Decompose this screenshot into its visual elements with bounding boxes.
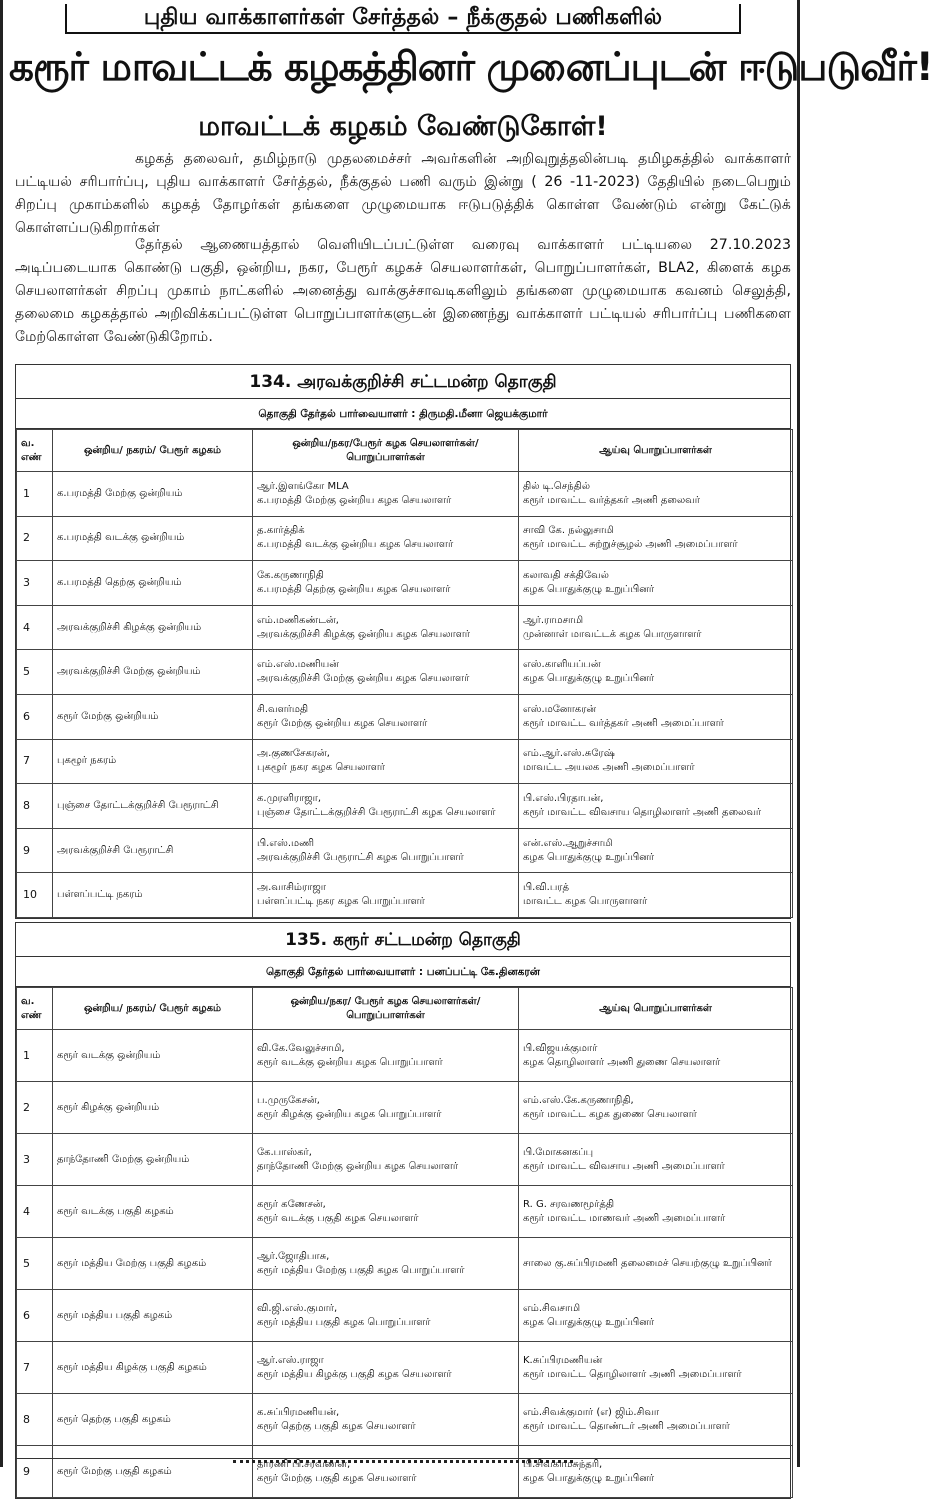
reviewer-cell xyxy=(519,873,793,918)
unit-name: க.பரமத்தி வடக்கு ஒன்றியம் xyxy=(53,516,253,561)
secretary-role: அரவக்குறிச்சி கிழக்கு ஒன்றிய கழக செயலாளர் xyxy=(257,628,470,640)
unit-name: கரூர் மேற்கு பகுதி கழகம் xyxy=(53,1446,253,1498)
secretary-role: கரூர் கிழக்கு ஒன்றிய கழக பொறுப்பாளர் xyxy=(257,1108,442,1120)
secretary-cell xyxy=(253,784,519,829)
reviewer-cell xyxy=(519,1446,793,1498)
secretary-name: எம்.எஸ்.மணியன் xyxy=(257,659,339,671)
reviewer-name: சாலை கு.சுப்பிரமணி தலைமைச் செயற்குழு உறுப்பினர் xyxy=(523,1257,772,1269)
reviewer-name: K.சுப்பிரமணியன் xyxy=(523,1354,603,1366)
secretary-name: கே.கருணாநிதி xyxy=(257,569,324,581)
unit-name: கரூர் கிழக்கு ஒன்றியம் xyxy=(53,1082,253,1134)
reviewer-role: கழக பொதுக்குழு உறுப்பினர் xyxy=(523,1472,655,1484)
unit-name: கரூர் வடக்கு ஒன்றியம் xyxy=(53,1030,253,1082)
reviewer-cell xyxy=(519,1134,793,1186)
reviewer-name: எஸ்.மனோகரன் xyxy=(523,703,597,715)
row-number: 4 xyxy=(17,605,53,650)
col-header-reviewer: ஆய்வு பொறுப்பாளர்கள் xyxy=(519,430,793,472)
secretary-role: கரூர் வடக்கு ஒன்றிய கழக பொறுப்பாளர் xyxy=(257,1056,443,1068)
table-row xyxy=(17,605,793,650)
unit-name: க.பரமத்தி மேற்கு ஒன்றியம் xyxy=(53,472,253,517)
row-number: 7 xyxy=(17,739,53,784)
unit-name: கரூர் வடக்கு பகுதி கழகம் xyxy=(53,1186,253,1238)
reviewer-cell xyxy=(519,1394,793,1446)
secretary-cell xyxy=(253,1446,519,1498)
table-row xyxy=(17,1186,793,1238)
table-row xyxy=(17,873,793,918)
table-body xyxy=(17,472,793,918)
reviewer-cell xyxy=(519,694,793,739)
section-title: 135. கரூர் சட்டமன்ற தொகுதி xyxy=(16,923,790,957)
unit-name: கரூர் தெற்கு பகுதி கழகம் xyxy=(53,1394,253,1446)
reviewer-name: பி.வி.பரத் xyxy=(523,882,569,894)
col-header-sno: வ. எண் xyxy=(17,430,53,472)
secretary-name: ஆர்.எஸ்.ராஜா xyxy=(257,1354,324,1366)
col-header-secretary: ஒன்றிய/நகர/ பேரூர் கழக செயலாளர்கள்/ பொறுப்பாளர்கள் xyxy=(253,988,519,1030)
secretary-cell xyxy=(253,1394,519,1446)
reviewer-name: எம்.ஆர்.எஸ்.சுரேஷ் xyxy=(523,748,615,760)
row-number: 5 xyxy=(17,650,53,695)
reviewer-name: பி.சிவகாமசுந்தரி, xyxy=(523,1458,603,1470)
reviewer-cell xyxy=(519,1238,793,1290)
secretary-cell xyxy=(253,1030,519,1082)
reviewer-cell xyxy=(519,1342,793,1394)
row-number: 2 xyxy=(17,516,53,561)
secretary-name: க.முரளிராஜா, xyxy=(257,792,322,804)
reviewer-cell xyxy=(519,1290,793,1342)
secretary-cell xyxy=(253,873,519,918)
intro-paragraph-1: கழகத் தலைவர், தமிழ்நாடு முதலமைச்சர் அவர்களின் அறிவுறுத்தலின்படி தமிழகத்தில் வாக்காளர் பட்டியல் சரிபார்ப்பு, புதிய வாக்காளர் சேர்த்தல், நீக்குதல் பணி வரும் இன்று ( 26 -11-2023) தேதியில் நடைபெறும் சிறப்பு முகாம்களில் கழகத் தோழர்கள் தங்களை முழுமையாக ஈடுபடுத்திக் கொள்ள வேண்டும் என்று கேட்டுக் கொள்ளப்படுகிறார்கள் xyxy=(15,151,791,236)
reviewer-role: முன்னாள் மாவட்டக் கழக பொருளாளர் xyxy=(523,628,702,640)
secretary-name: எம்.மணிகண்டன், xyxy=(257,614,339,626)
unit-name: அரவக்குறிச்சி பேரூராட்சி xyxy=(53,828,253,873)
reviewer-cell xyxy=(519,516,793,561)
reviewer-cell xyxy=(519,1030,793,1082)
row-number: 4 xyxy=(17,1186,53,1238)
reviewer-name: எம்.எஸ்.கே.கருணாநிதி, xyxy=(523,1094,634,1106)
reviewer-role: கழக பொதுக்குழு உறுப்பினர் xyxy=(523,1316,655,1328)
reviewer-cell xyxy=(519,739,793,784)
reviewer-cell xyxy=(519,1082,793,1134)
reviewer-name: என்.எஸ்.ஆறுச்சாமி xyxy=(523,837,613,849)
reviewer-cell xyxy=(519,605,793,650)
secretary-cell xyxy=(253,650,519,695)
table-row xyxy=(17,650,793,695)
unit-name: கரூர் மத்திய கிழக்கு பகுதி கழகம் xyxy=(53,1342,253,1394)
reviewer-cell xyxy=(519,1186,793,1238)
section-title: 134. அரவக்குறிச்சி சட்டமன்ற தொகுதி xyxy=(16,365,790,399)
col-header-unit: ஒன்றிய/ நகரம்/ பேரூர் கழகம் xyxy=(53,430,253,472)
row-number: 7 xyxy=(17,1342,53,1394)
secretary-role: கரூர் வடக்கு பகுதி கழக செயலாளர் xyxy=(257,1212,419,1224)
secretary-role: க.பரமத்தி மேற்கு ஒன்றிய கழக செயலாளர் xyxy=(257,494,452,506)
table-row xyxy=(17,739,793,784)
secretary-name: அ.குணசேகரன், xyxy=(257,748,330,760)
row-number: 6 xyxy=(17,694,53,739)
row-number: 8 xyxy=(17,784,53,829)
row-number: 2 xyxy=(17,1082,53,1134)
table-row xyxy=(17,561,793,606)
table-row xyxy=(17,1342,793,1394)
secretary-role: அரவக்குறிச்சி மேற்கு ஒன்றிய கழக செயலாளர் xyxy=(257,673,470,685)
secretary-cell xyxy=(253,516,519,561)
secretary-cell xyxy=(253,605,519,650)
unit-name: கரூர் மத்திய பகுதி கழகம் xyxy=(53,1290,253,1342)
secretary-role: கரூர் மேற்கு ஒன்றிய கழக செயலாளர் xyxy=(257,717,428,729)
unit-name: பள்ளப்பட்டி நகரம் xyxy=(53,873,253,918)
reviewer-role: கரூர் மாவட்ட விவசாய தொழிலாளர் அணி தலைவர் xyxy=(523,806,762,818)
secretary-role: அரவக்குறிச்சி பேரூராட்சி கழக பொறுப்பாளர் xyxy=(257,851,464,863)
secretary-role: கரூர் மேற்கு பகுதி கழக செயலாளர் xyxy=(257,1472,417,1484)
secretary-name: த.கார்த்திக் xyxy=(257,525,305,537)
reviewer-role: கழக பொதுக்குழு உறுப்பினர் xyxy=(523,583,655,595)
secretary-role: க.பரமத்தி தெற்கு ஒன்றிய கழக செயலாளர் xyxy=(257,583,451,595)
row-number: 3 xyxy=(17,561,53,606)
row-number: 6 xyxy=(17,1290,53,1342)
secretary-role: கரூர் தெற்கு பகுதி கழக செயலாளர் xyxy=(257,1420,416,1432)
observer-line: தொகுதி தேர்தல் பார்வையாளர் : பனப்பட்டி கே.தினகரன் xyxy=(16,957,790,987)
unit-name: புகழூர் நகரம் xyxy=(53,739,253,784)
secretary-name: சி.வளர்மதி xyxy=(257,703,309,715)
unit-name: புஞ்சை தோட்டக்குறிச்சி பேரூராட்சி xyxy=(53,784,253,829)
table-row xyxy=(17,1030,793,1082)
col-header-reviewer: ஆய்வு பொறுப்பாளர்கள் xyxy=(519,988,793,1030)
secretary-role: பள்ளப்பட்டி நகர கழக பொறுப்பாளர் xyxy=(257,896,425,908)
unit-name: கரூர் மத்திய மேற்கு பகுதி கழகம் xyxy=(53,1238,253,1290)
reviewer-role: கரூர் மாவட்ட விவசாய அணி அமைப்பாளர் xyxy=(523,1160,725,1172)
col-header-sno: வ. எண் xyxy=(17,988,53,1030)
table-row xyxy=(17,828,793,873)
reviewer-name: எம்.சிவசாமி xyxy=(523,1302,581,1314)
table-row xyxy=(17,1446,793,1498)
secretary-name: ப.முருகேசன், xyxy=(257,1094,320,1106)
col-header-secretary: ஒன்றிய/நகர/பேரூர் கழக செயலாளர்கள்/ பொறுப்பாளர்கள் xyxy=(253,430,519,472)
reviewer-name: எம்.சிவக்குமார் (எ) ஜிம்.சிவா xyxy=(523,1406,660,1418)
secretary-cell xyxy=(253,1082,519,1134)
table-row xyxy=(17,784,793,829)
reviewer-cell xyxy=(519,650,793,695)
reviewer-name: தில் டி.செந்தில் xyxy=(523,480,591,492)
reviewer-cell xyxy=(519,561,793,606)
reviewer-role: கரூர் மாவட்ட சுற்றுச்சூழல் அணி அமைப்பாளர் xyxy=(523,539,738,551)
constituency-134-section xyxy=(15,364,791,919)
row-number: 8 xyxy=(17,1394,53,1446)
reviewer-name: சாவி கே. நல்லுசாமி xyxy=(523,525,614,537)
reviewer-name: ஆர்.ராமசாமி xyxy=(523,614,584,626)
responsibility-table xyxy=(16,429,793,918)
secretary-cell xyxy=(253,1342,519,1394)
secretary-cell xyxy=(253,739,519,784)
secretary-name: ஆர்.இளங்கோ MLA xyxy=(257,480,349,492)
reviewer-role: கரூர் மாவட்ட வர்த்தகர் அணி தலைவர் xyxy=(523,494,700,506)
secretary-role: புகழூர் நகர கழக செயலாளர் xyxy=(257,762,386,774)
reviewer-role: கழக பொதுக்குழு உறுப்பினர் xyxy=(523,673,655,685)
responsibility-table xyxy=(16,987,793,1498)
reviewer-cell xyxy=(519,472,793,517)
secretary-role: கரூர் மத்திய பகுதி கழக பொறுப்பாளர் xyxy=(257,1316,431,1328)
reviewer-name: கலாவதி சக்திவேல் xyxy=(523,569,609,581)
row-number: 1 xyxy=(17,472,53,517)
secretary-name: தாரணி பி.சரவணன், xyxy=(257,1458,351,1470)
secretary-name: அ.வாசிம்ராஜா xyxy=(257,882,326,894)
secretary-name: வி.ஜி.எஸ்.குமார், xyxy=(257,1302,338,1314)
table-row xyxy=(17,1394,793,1446)
table-row xyxy=(17,472,793,517)
table-header-row xyxy=(17,430,793,472)
row-number: 9 xyxy=(17,1446,53,1498)
unit-name: அரவக்குறிச்சி கிழக்கு ஒன்றியம் xyxy=(53,605,253,650)
next-section-cut-title xyxy=(233,1460,573,1468)
secretary-role: கரூர் மத்திய மேற்கு பகுதி கழக பொறுப்பாளர் xyxy=(257,1264,465,1276)
secretary-name: வி.கே.வேலுச்சாமி, xyxy=(257,1042,345,1054)
secretary-cell xyxy=(253,1186,519,1238)
reviewer-role: கழக தொழிலாளர் அணி துணை செயலாளர் xyxy=(523,1056,721,1068)
reviewer-role: மாவட்ட கழக பொருளாளர் xyxy=(523,896,648,908)
table-row xyxy=(17,516,793,561)
unit-name: தாந்தோணி மேற்கு ஒன்றியம் xyxy=(53,1134,253,1186)
secretary-cell xyxy=(253,828,519,873)
unit-name: அரவக்குறிச்சி மேற்கு ஒன்றியம் xyxy=(53,650,253,695)
reviewer-role: மாவட்ட அயலக அணி அமைப்பாளர் xyxy=(523,762,695,774)
table-row xyxy=(17,1238,793,1290)
reviewer-role: கரூர் மாவட்ட தொண்டர் அணி அமைப்பாளர் xyxy=(523,1420,730,1432)
intro-paragraph-2: தேர்தல் ஆணையத்தால் வெளியிடப்பட்டுள்ள வரைவு வாக்காளர் பட்டியலை 27.10.2023 அடிப்படையாக கொண்டு பகுதி, ஒன்றிய, நகர, பேரூர் கழகச் செயலாளர்கள், பொறுப்பாளர்கள், BLA2, கிளைக் கழக செயலாளர்கள் சிறப்பு முகாம் நாட்களில் அனைத்து வாக்குச்சாவடிகளிலும் தங்களை முழுமையாக கவனம் செலுத்தி, தலைமை கழகத்தால் அறிவிக்கப்பட்டுள்ள பொறுப்பாளர்களுடன் இணைந்து வாக்காளர் பட்டியல் சரிபார்ப்பு பணிகளை மேற்கொள்ள வேண்டுகிறோம். xyxy=(15,237,791,345)
reviewer-name: பி.விஜயக்குமார் xyxy=(523,1042,598,1054)
reviewer-cell xyxy=(519,828,793,873)
reviewer-name: R. G. சரவணமூர்த்தி xyxy=(523,1198,615,1210)
reviewer-name: பி.மோகனகப்பு xyxy=(523,1146,594,1158)
secretary-cell xyxy=(253,1134,519,1186)
top-banner: புதிய வாக்காளர்கள் சேர்த்தல் – நீக்குதல் பணிகளில் xyxy=(65,4,741,34)
secretary-role: தாந்தோணி மேற்கு ஒன்றிய கழக செயலாளர் xyxy=(257,1160,459,1172)
secretary-role: கரூர் மத்திய கிழக்கு பகுதி கழக செயலாளர் xyxy=(257,1368,452,1380)
reviewer-role: கரூர் மாவட்ட கழக துணை செயலாளர் xyxy=(523,1108,697,1120)
col-header-unit: ஒன்றிய/ நகரம்/ பேரூர் கழகம் xyxy=(53,988,253,1030)
row-number: 5 xyxy=(17,1238,53,1290)
secretary-name: கே.பாஸ்கர், xyxy=(257,1146,312,1158)
observer-line: தொகுதி தேர்தல் பார்வையாளர் : திருமதி.மீனா ஜெயக்குமார் xyxy=(16,399,790,429)
secretary-cell xyxy=(253,1238,519,1290)
secretary-name: ஆர்.ஜோதிபாசு, xyxy=(257,1250,330,1262)
reviewer-role: கழக பொதுக்குழு உறுப்பினர் xyxy=(523,851,655,863)
table-row xyxy=(17,1082,793,1134)
row-number: 10 xyxy=(17,873,53,918)
secretary-name: கரூர் கணேசன், xyxy=(257,1198,326,1210)
table-header-row xyxy=(17,988,793,1030)
subheadline: மாவட்டக் கழகம் வேண்டுகோள்! xyxy=(198,111,608,142)
unit-name: க.பரமத்தி தெற்கு ஒன்றியம் xyxy=(53,561,253,606)
secretary-cell xyxy=(253,472,519,517)
reviewer-name: எஸ்.காளியப்பன் xyxy=(523,659,601,671)
row-number: 1 xyxy=(17,1030,53,1082)
secretary-name: பி.எஸ்.மணி xyxy=(257,837,314,849)
reviewer-name: பி.எஸ்.பிரதாபன், xyxy=(523,792,604,804)
secretary-role: புஞ்சை தோட்டக்குறிச்சி பேரூராட்சி கழக செயலாளர் xyxy=(257,806,496,818)
table-body xyxy=(17,1030,793,1498)
secretary-cell xyxy=(253,694,519,739)
reviewer-role: கரூர் மாவட்ட வர்த்தகர் அணி அமைப்பாளர் xyxy=(523,717,724,729)
row-number: 9 xyxy=(17,828,53,873)
table-row xyxy=(17,1290,793,1342)
headline: கரூர் மாவட்டக் கழகத்தினர் முனைப்புடன் ஈடுபடுவீர்! xyxy=(9,45,933,90)
secretary-cell xyxy=(253,1290,519,1342)
row-number: 3 xyxy=(17,1134,53,1186)
secretary-name: க.சுப்பிரமணியன், xyxy=(257,1406,340,1418)
reviewer-role: கரூர் மாவட்ட மாணவர் அணி அமைப்பாளர் xyxy=(523,1212,726,1224)
secretary-cell xyxy=(253,561,519,606)
table-row xyxy=(17,1134,793,1186)
table-row xyxy=(17,694,793,739)
reviewer-cell xyxy=(519,784,793,829)
unit-name: கரூர் மேற்கு ஒன்றியம் xyxy=(53,694,253,739)
constituency-135-section xyxy=(15,922,791,1499)
reviewer-role: கரூர் மாவட்ட தொழிலாளர் அணி அமைப்பாளர் xyxy=(523,1368,742,1380)
secretary-role: க.பரமத்தி வடக்கு ஒன்றிய கழக செயலாளர் xyxy=(257,539,454,551)
